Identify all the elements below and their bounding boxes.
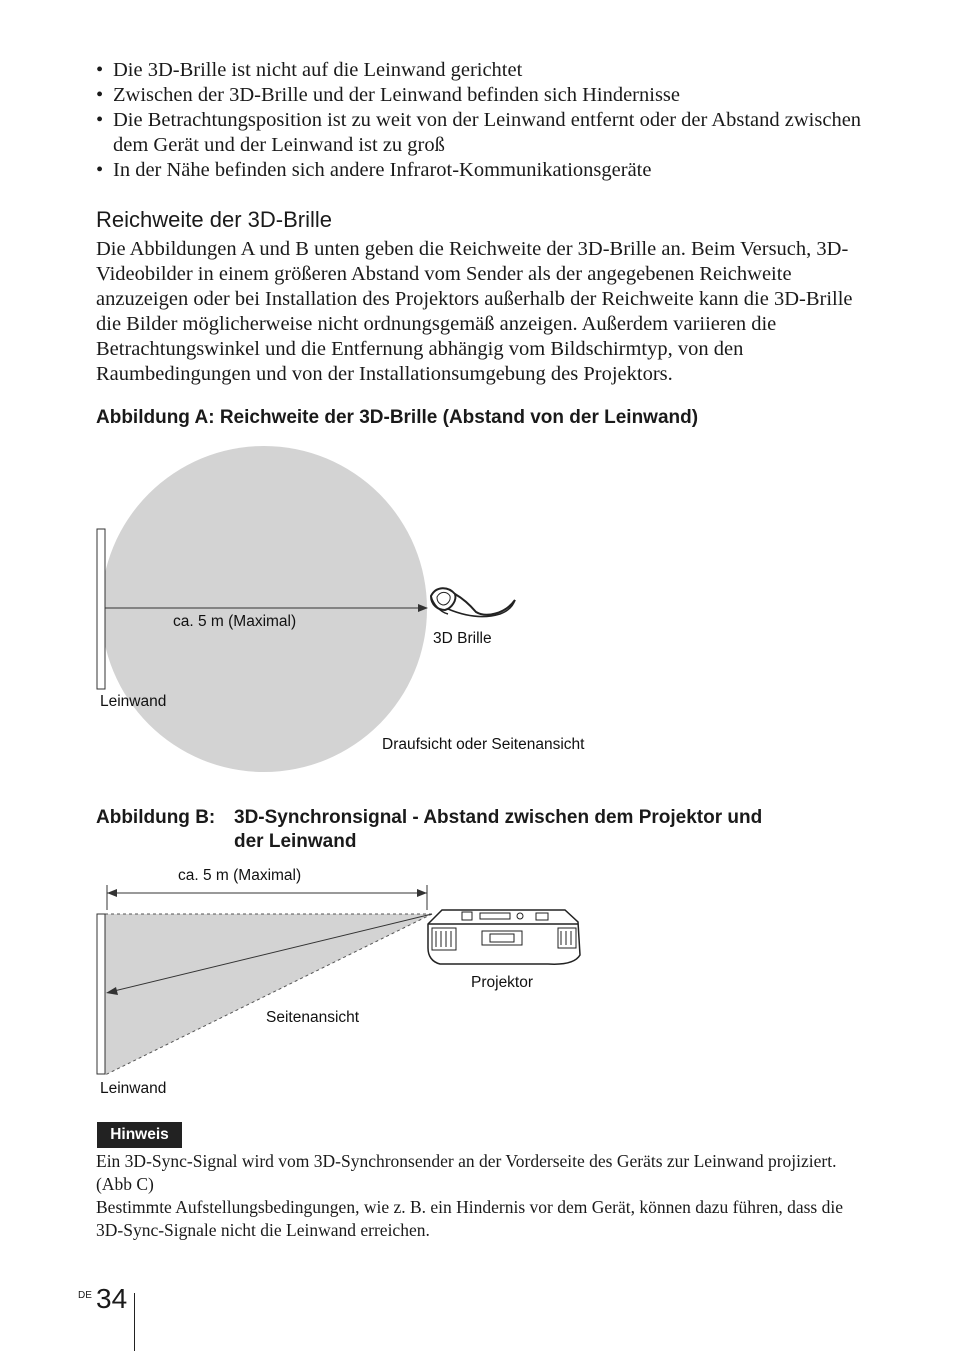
bullet-item: • Die Betrachtungsposition ist zu weit von der Leinwand entfernt oder der Abstand zwischen dem Gerät und der Leinwand ist zu groß bbox=[96, 108, 876, 158]
distance-label-a: ca. 5 m (Maximal) bbox=[173, 613, 297, 630]
view-label-b: Seitenansicht bbox=[266, 1009, 360, 1026]
note-badge: Hinweis bbox=[97, 1122, 182, 1148]
screen-shape bbox=[97, 914, 105, 1074]
figure-b-title-line1: 3D-Synchronsignal - Abstand zwischen dem Projektor und bbox=[234, 807, 763, 828]
distance-label-b: ca. 5 m (Maximal) bbox=[178, 867, 302, 884]
glasses-icon bbox=[431, 588, 515, 616]
section-heading: Reichweite der 3D-Brille bbox=[96, 207, 332, 232]
figure-b-title-prefix: Abbildung B: bbox=[96, 807, 216, 828]
glasses-label: 3D Brille bbox=[433, 630, 492, 647]
projector-icon bbox=[428, 910, 580, 964]
note-paragraph: Bestimmte Aufstellungsbedingungen, wie z. B. ein Hindernis vor dem Gerät, können dazu führen, dass die 3D-Sync-Signale nicht die Leinwand erreichen. bbox=[96, 1197, 843, 1240]
bullet-item: • Zwischen der 3D-Brille und der Leinwand befinden sich Hindernisse bbox=[96, 83, 876, 108]
range-circle bbox=[101, 446, 427, 772]
footer-divider bbox=[134, 1293, 135, 1351]
figure-b-title-line2: der Leinwand bbox=[234, 831, 357, 852]
footer-language: DE bbox=[78, 1290, 92, 1301]
view-label-a: Draufsicht oder Seitenansicht bbox=[382, 736, 585, 753]
intro-paragraph: Die Abbildungen A und B unten geben die Reichweite der 3D-Brille an. Beim Versuch, 3D-Videobilder in einem größeren Abstand vom Sender als der angegebenen Reichweite anzuzeigen oder bei Installation des Projektors außerhalb der Reichweite kann die 3D-Brille die Bilder möglicherweise nicht ordnungsgemäß anzeigen. Außerdem variieren die Betrachtungswinkel und die Entfernung abhängig vom Bildschirmtyp, von den Raumbedingungen und von der Installationsumgebung des Projektors. bbox=[96, 238, 853, 385]
page-number: 34 bbox=[96, 1283, 128, 1314]
note-paragraph: Ein 3D-Sync-Signal wird vom 3D-Synchronsender an der Vorderseite des Geräts zur Leinwand projiziert. (Abb C) bbox=[96, 1151, 837, 1194]
screen-label-b: Leinwand bbox=[100, 1080, 167, 1097]
screen-label-a: Leinwand bbox=[100, 693, 167, 710]
screen-shape bbox=[97, 529, 105, 689]
bullet-item: • Die 3D-Brille ist nicht auf die Leinwand gerichtet bbox=[96, 58, 876, 83]
figure-a-title: Abbildung A: Reichweite der 3D-Brille (Abstand von der Leinwand) bbox=[96, 407, 699, 428]
figure-b-title bbox=[96, 806, 762, 854]
note-text bbox=[96, 1150, 871, 1242]
projector-label: Projektor bbox=[471, 974, 534, 991]
bullet-item: • In der Nähe befinden sich andere Infrarot-Kommunikationsgeräte bbox=[96, 158, 876, 183]
